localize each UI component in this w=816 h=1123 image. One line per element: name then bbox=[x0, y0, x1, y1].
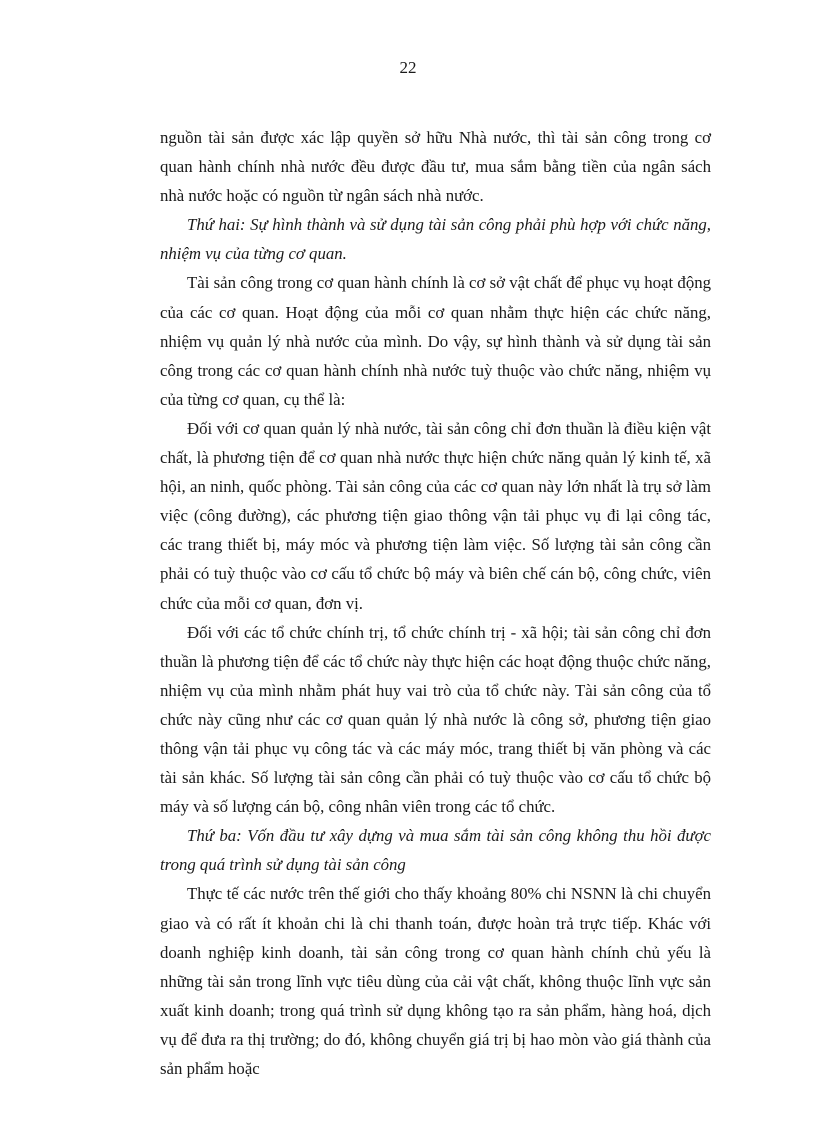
document-body bbox=[160, 123, 711, 1083]
heading-third-point: Thứ ba: Vốn đầu tư xây dựng và mua sắm tài sản công không thu hồi được trong quá trình sử dụng tài sản công bbox=[160, 826, 711, 875]
heading-second-point: Thứ hai: Sự hình thành và sử dụng tài sản công phải phù hợp với chức năng, nhiệm vụ của từng cơ quan. bbox=[160, 215, 711, 264]
paragraph-political-organizations: Đối với các tổ chức chính trị, tổ chức chính trị - xã hội; tài sản công chỉ đơn thuần là phương tiện để các tổ chức này thực hiện các hoạt động thuộc chức năng, nhiệm vụ của mình nhằm phát huy vai trò của tổ chức này. Tài sản công của tổ chức này cũng như các cơ quan quản lý nhà nước là công sở, phương tiện giao thông vận tải phục vụ công tác và các máy móc, trang thiết bị văn phòng và các tài sản khác. Số lượng tài sản công cần phải có tuỳ thuộc vào cơ cấu tổ chức bộ máy và số lượng cán bộ, công nhân viên trong các tổ chức. bbox=[160, 622, 711, 817]
paragraph-public-assets-basis: Tài sản công trong cơ quan hành chính là cơ sở vật chất để phục vụ hoạt động của các cơ quan. Hoạt động của mỗi cơ quan nhằm thực hiện các chức năng, nhiệm vụ quản lý nhà nước của mình. Do vậy, sự hình thành và sử dụng tài sản công trong các cơ quan hành chính nhà nước tuỳ thuộc vào chức năng, nhiệm vụ của từng cơ quan, cụ thể là: bbox=[160, 273, 711, 409]
paragraph-transfer-spending: Thực tế các nước trên thế giới cho thấy khoảng 80% chi NSNN là chi chuyển giao và có rất ít khoản chi là chi thanh toán, được hoàn trả trực tiếp. Khác với doanh nghiệp kinh doanh, tài sản công trong cơ quan hành chính chủ yếu là những tài sản trong lĩnh vực tiêu dùng của cải vật chất, không thuộc lĩnh vực sản xuất kinh doanh; trong quá trình sử dụng không tạo ra sản phẩm, hàng hoá, dịch vụ để đưa ra thị trường; do đó, không chuyển giá trị bị hao mòn vào giá thành của sản phẩm hoặc bbox=[160, 884, 711, 1078]
page-number: 22 bbox=[399, 58, 417, 77]
paragraph-continuation: nguồn tài sản được xác lập quyền sở hữu Nhà nước, thì tài sản công trong cơ quan hành chính nhà nước đều được đầu tư, mua sắm bằng tiền của ngân sách nhà nước hoặc có nguồn từ ngân sách nhà nước. bbox=[160, 128, 711, 206]
paragraph-state-management-agencies: Đối với cơ quan quản lý nhà nước, tài sản công chỉ đơn thuần là điều kiện vật chất, là phương tiện để cơ quan nhà nước thực hiện chức năng quản lý kinh tế, xã hội, an ninh, quốc phòng. Tài sản công của các cơ quan này lớn nhất là trụ sở làm việc (công đường), các phương tiện giao thông vận tải phục vụ đi lại công tác, các trang thiết bị, máy móc và phương tiện làm việc. Số lượng tài sản công cần phải có tuỳ thuộc vào cơ cấu tổ chức bộ máy và biên chế cán bộ, công chức, viên chức của mỗi cơ quan, đơn vị. bbox=[160, 418, 711, 613]
